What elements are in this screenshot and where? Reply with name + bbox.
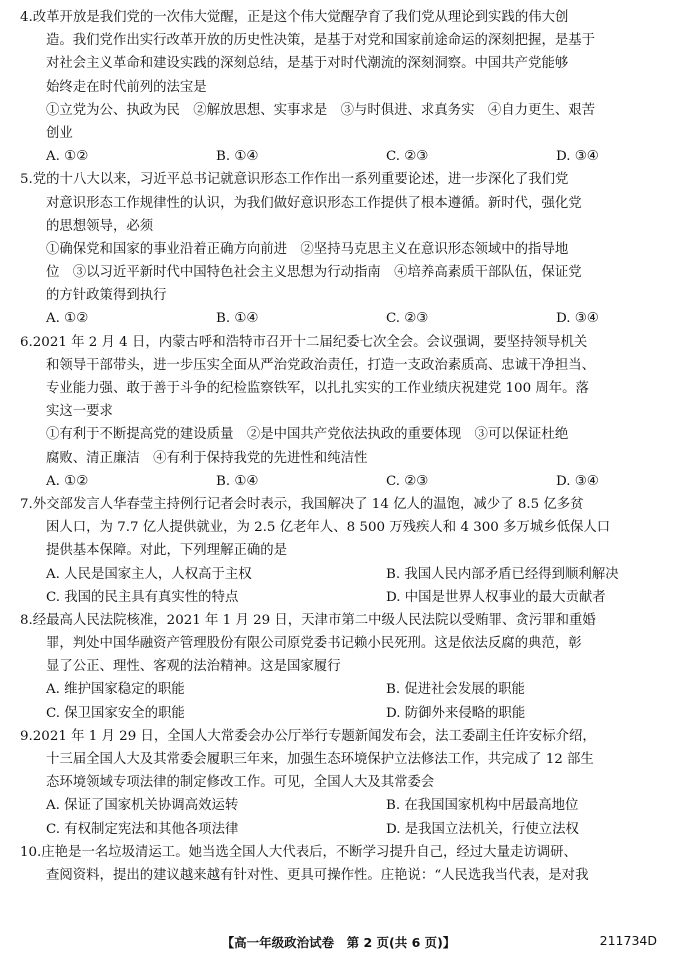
question-line: 造。我们党作出实行改革开放的历史性决策，是基于对党和国家前途命运的深刻把握，是基于 (46, 33, 596, 49)
question-line: 提供基本保障。对此，下列理解正确的是 (46, 543, 288, 559)
option-b[interactable]: B. 我国人民内部矛盾已经得到顺利解决 (386, 566, 619, 582)
question-line: 查阅资料，提出的建议越来越有针对性、更具可操作性。庄艳说：“人民选我当代表，是对我 (46, 867, 589, 883)
question-line: 罪，判处中国华融资产管理股份有限公司原党委书记赖小民死刑。这是依法反腐的典范，彰 (46, 636, 582, 652)
question-line: 专业能力强、敢于善于斗争的纪检监察铁军，以扎扎实实的工作业绩庆祝建党 100 周年。落 (46, 381, 589, 396)
options-row (20, 794, 662, 817)
question-line: 困人口，为 7.7 亿人提供就业，为 2.5 亿老年人、8 500 万残疾人和 4 300 多万城乡低保人口 (46, 520, 611, 536)
options-row (20, 145, 662, 168)
exam-page (20, 6, 662, 887)
option-c[interactable]: C. ②③ (386, 311, 429, 327)
option-a[interactable]: A. 人民是国家主人，人权高于主权 (46, 566, 252, 582)
option-b[interactable]: B. 促进社会发展的职能 (386, 682, 525, 698)
question-9 (20, 725, 662, 841)
options-row (20, 818, 662, 841)
option-d[interactable]: D. ③④ (556, 311, 599, 327)
question-list (20, 6, 662, 887)
option-c[interactable]: C. 有权制定宪法和其他各项法律 (46, 821, 239, 837)
question-6 (20, 331, 662, 493)
question-line: 始终走在时代前列的法宝是 (46, 79, 207, 95)
question-line: ①立党为公、执政为民 ②解放思想、实事求是 ③与时俱进、求真务实 ④自力更生、艰苦 (46, 102, 596, 118)
question-4 (20, 6, 662, 168)
question-line: 创业 (46, 125, 73, 141)
options-row (20, 702, 662, 725)
question-line: 和领导干部带头，进一步压实全面从严治党政治责任，打造一支政治素质高、忠诚干净担当、 (46, 357, 596, 373)
question-line: 位 ③以习近平新时代中国特色社会主义思想为行动指南 ④培养高素质干部队伍，保证党 (46, 265, 582, 281)
question-line: 对社会主义革命和建设实践的深刻总结，是基于对时代潮流的深刻洞察。中国共产党能够 (46, 56, 569, 72)
question-line: 显了公正、理性、客观的法治精神。这是国家履行 (46, 659, 341, 675)
question-10 (20, 841, 662, 887)
question-8 (20, 609, 662, 725)
option-d[interactable]: D. 中国是世界人权事业的最大贡献者 (386, 589, 606, 605)
option-a[interactable]: A. 保证了国家机关协调高效运转 (46, 798, 239, 814)
question-line: 腐败、清正廉洁 ④有利于保持我党的先进性和纯洁性 (46, 450, 368, 466)
option-b[interactable]: B. 在我国国家机构中居最高地位 (386, 798, 579, 814)
question-line: 4.改革开放是我们党的一次伟大觉醒，正是这个伟大觉醒孕育了我们党从理论到实践的伟大创 (20, 10, 569, 25)
option-d[interactable]: D. ③④ (556, 149, 599, 165)
option-d[interactable]: D. 是我国立法机关，行使立法权 (386, 821, 579, 837)
option-c[interactable]: C. ②③ (386, 473, 429, 489)
option-d[interactable]: D. 防御外来侵略的职能 (386, 705, 526, 721)
option-c[interactable]: C. 我国的民主具有真实性的特点 (46, 589, 239, 605)
option-c[interactable]: C. ②③ (386, 149, 429, 165)
options-row (20, 307, 662, 330)
option-d[interactable]: D. ③④ (556, 473, 599, 489)
question-line: 的思想领导，必须 (46, 218, 154, 234)
footer-code: 211734D (599, 933, 657, 948)
option-a[interactable]: A. ①② (46, 473, 89, 489)
question-line: 实这一要求 (46, 404, 113, 420)
question-line: 十三届全国人大及其常委会履职三年来，加强生态环境保护立法修法工作，共完成了 12 部生 (46, 752, 594, 767)
options-row (20, 586, 662, 609)
options-row (20, 563, 662, 586)
option-a[interactable]: A. ①② (46, 149, 89, 165)
question-line: ①确保党和国家的事业沿着正确方向前进 ②坚持马克思主义在意识形态领域中的指导地 (46, 241, 569, 257)
options-row (20, 470, 662, 493)
option-a[interactable]: A. 维护国家稳定的职能 (46, 682, 185, 698)
option-b[interactable]: B. ①④ (216, 149, 259, 165)
question-line: 9.2021 年 1 月 29 日，全国人大常委会办公厅举行专题新闻发布会，法工委副主任许安标介绍， (20, 728, 596, 744)
question-line: 对意识形态工作规律性的认识，为我们做好意识形态工作提供了根本遵循。新时代，强化党 (46, 195, 582, 211)
question-line: ①有利于不断提高党的建设质量 ②是中国共产党依法执政的重要体现 ③可以保证杜绝 (46, 427, 569, 443)
option-c[interactable]: C. 保卫国家安全的职能 (46, 705, 185, 721)
options-row (20, 678, 662, 701)
footer-title: 【高一年级政治试卷 第 2 页(共 6 页)】 (221, 935, 456, 950)
page-footer (20, 933, 657, 953)
option-b[interactable]: B. ①④ (216, 473, 259, 489)
question-line: 8.经最高人民法院核准，2021 年 1 月 29 日，天津市第二中级人民法院以受贿罪、贪污罪和重婚 (20, 612, 596, 628)
option-b[interactable]: B. ①④ (216, 311, 259, 327)
option-a[interactable]: A. ①② (46, 311, 89, 327)
question-line: 10.庄艳是一名垃圾清运工。她当选全国人大代表后，不断学习提升自己，经过大量走访调研、 (20, 844, 577, 860)
question-7 (20, 493, 662, 609)
question-line: 的方针政策得到执行 (46, 288, 167, 304)
question-line: 7.外交部发言人华春莹主持例行记者会时表示，我国解决了 14 亿人的温饱，减少了 8.5 亿多贫 (20, 496, 584, 512)
question-line: 5.党的十八大以来，习近平总书记就意识形态工作作出一系列重要论述，进一步深化了我们党 (20, 172, 569, 188)
question-line: 态环境领域专项法律的制定修改工作。可见，全国人大及其常委会 (46, 775, 435, 791)
question-5 (20, 168, 662, 330)
question-line: 6.2021 年 2 月 4 日，内蒙古呼和浩特市召开十二届纪委七次全会。会议强调，要坚持领导机关 (20, 334, 588, 350)
